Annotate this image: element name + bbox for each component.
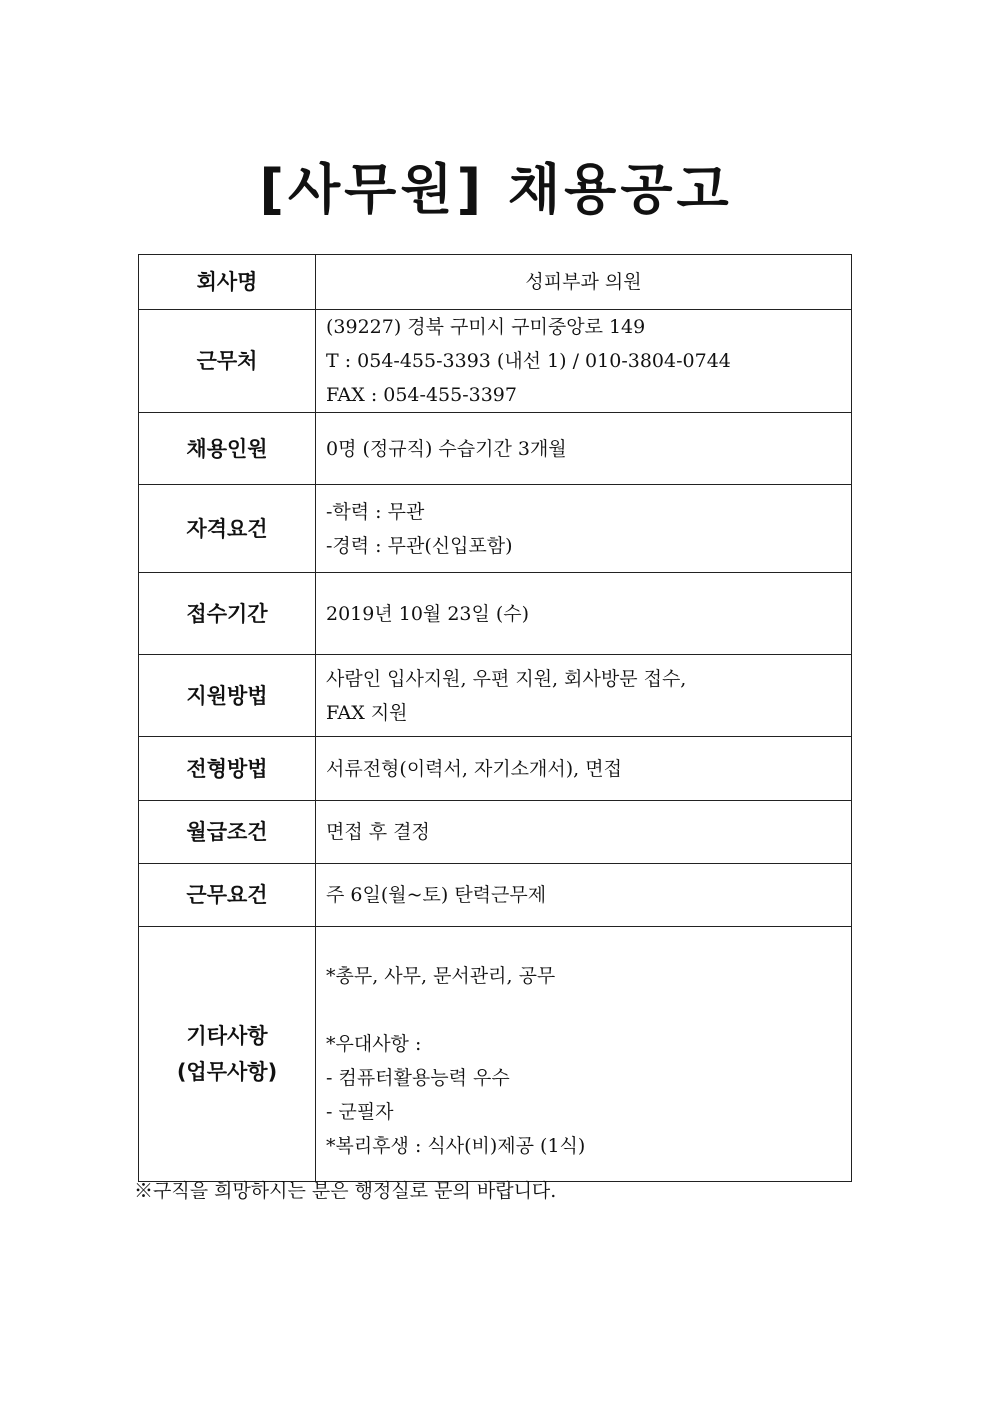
working-conditions-value	[316, 864, 852, 927]
preference-computer-skills: - 컴퓨터활용능력 우수	[326, 1067, 510, 1089]
qualification-education: -학력 : 무관	[326, 500, 425, 523]
application-period-label: 접수기간	[139, 573, 316, 655]
application-method-line-1: 사람인 입사지원, 우편 지원, 회사방문 접수,	[326, 667, 687, 690]
working-conditions-text: 주 6일(월~토) 탄력근무제	[326, 884, 547, 906]
company-value	[316, 255, 852, 310]
company-label: 회사명	[139, 255, 316, 310]
salary-label: 월급조건	[139, 801, 316, 864]
other-notes-label-line-1: 기타사항	[186, 1024, 268, 1048]
application-method-line-2: FAX 지원	[326, 701, 408, 724]
row-workplace	[139, 310, 852, 413]
company-name: 성피부과 의원	[525, 271, 642, 293]
footnote: ※구직을 희망하시는 분은 행정실로 문의 바랍니다.	[134, 1180, 557, 1202]
selection-process-text: 서류전형(이력서, 자기소개서), 면접	[326, 757, 622, 780]
workplace-phone: T : 054-455-3393 (내선 1) / 010-3804-0744	[326, 350, 731, 372]
application-method-label: 지원방법	[139, 655, 316, 737]
workplace-value	[316, 310, 852, 413]
salary-value	[316, 801, 852, 864]
selection-process-value	[316, 737, 852, 801]
working-conditions-label: 근무요건	[139, 864, 316, 927]
duties-text: *총무, 사무, 문서관리, 공무	[326, 965, 556, 987]
headcount-value	[316, 413, 852, 485]
row-headcount	[139, 413, 852, 485]
qualifications-label: 자격요건	[139, 485, 316, 573]
row-other-notes	[139, 927, 852, 1182]
benefits-text: *복리후생 : 식사(비)제공 (1식)	[326, 1135, 586, 1157]
other-notes-label	[139, 927, 316, 1182]
row-qualifications	[139, 485, 852, 573]
other-notes-label-line-2: (업무사항)	[176, 1060, 278, 1084]
preference-military-service: - 군필자	[326, 1101, 394, 1123]
row-working-conditions	[139, 864, 852, 927]
workplace-address: (39227) 경북 구미시 구미중앙로 149	[326, 316, 646, 338]
headcount-label: 채용인원	[139, 413, 316, 485]
row-salary	[139, 801, 852, 864]
row-application-method	[139, 655, 852, 737]
preferences-heading: *우대사항 :	[326, 1033, 422, 1055]
row-selection-process	[139, 737, 852, 801]
salary-text: 면접 후 결정	[326, 821, 430, 843]
page-title: [사무원] 채용공고	[259, 158, 733, 221]
application-method-value	[316, 655, 852, 737]
other-notes-value	[316, 927, 852, 1182]
qualifications-value	[316, 485, 852, 573]
application-period-value	[316, 573, 852, 655]
selection-process-label: 전형방법	[139, 737, 316, 801]
job-info-table	[138, 254, 852, 1182]
workplace-fax: FAX : 054-455-3397	[326, 384, 517, 406]
blank-line	[326, 993, 851, 1027]
qualification-experience: -경력 : 무관(신입포함)	[326, 534, 513, 557]
application-period-text: 2019년 10월 23일 (수)	[326, 602, 530, 625]
workplace-label: 근무처	[139, 310, 316, 413]
row-application-period	[139, 573, 852, 655]
row-company	[139, 255, 852, 310]
headcount-text: 0명 (정규직) 수습기간 3개월	[326, 437, 567, 460]
